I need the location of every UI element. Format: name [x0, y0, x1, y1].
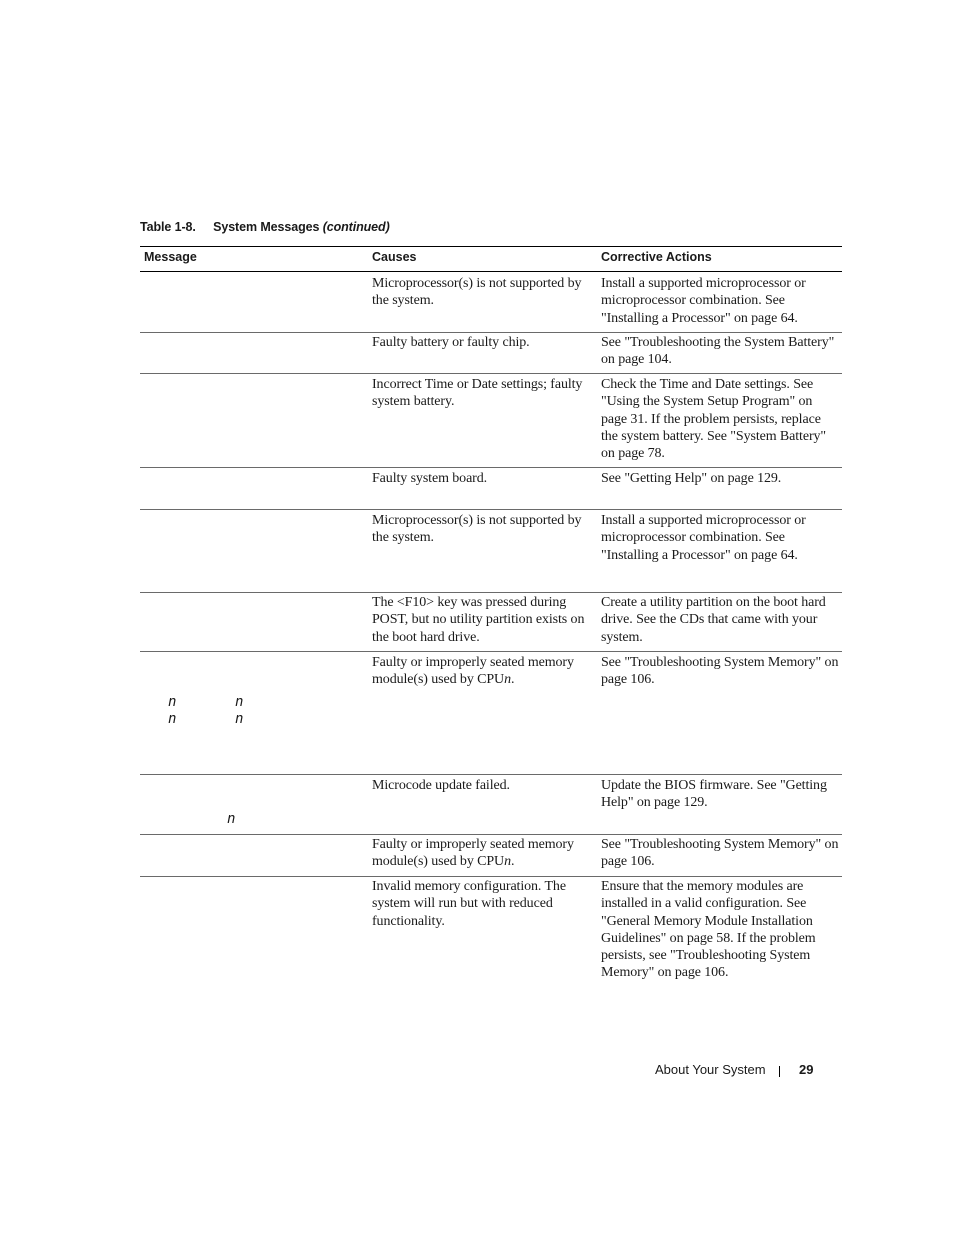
row-2-action: See "Troubleshooting the System Battery" on page 104.: [601, 335, 835, 368]
row-10-action: Ensure that the memory modules are installed in a valid configuration. See "General Memory Module Installation Guidelines" on page 58. If the problem persists, see "Troubleshooting System Memory" on page 106.: [601, 879, 816, 981]
row-1-cause: Microprocessor(s) is not supported by the system.: [372, 276, 582, 309]
cpu-variable: n: [504, 672, 511, 688]
page-number: 29: [799, 1062, 814, 1077]
table-continued-label: (continued): [322, 220, 390, 234]
row-divider: [140, 774, 842, 775]
header-bottom-rule: [140, 271, 842, 272]
row-7-action: See "Troubleshooting System Memory" on page 106.: [601, 655, 839, 688]
cause-period: .: [510, 672, 515, 688]
row-divider: [140, 834, 842, 835]
row-divider: [140, 651, 842, 652]
row-divider: [140, 373, 842, 374]
column-header-message: Message: [144, 250, 197, 264]
row-1-action: Install a supported microprocessor or microprocessor combination. See "Installing a Processor" on page 64.: [601, 276, 806, 326]
row-3-action: Check the Time and Date settings. See "Using the System Setup Program" on page 31. If the problem persists, replace the system battery. See "System Battery" on page 78.: [601, 377, 827, 462]
row-9-cause: [372, 836, 598, 871]
row-3-cause: Incorrect Time or Date settings; faulty system battery.: [372, 377, 583, 410]
row-divider: [140, 332, 842, 333]
footer-separator: [779, 1066, 780, 1077]
cause-text: Faulty or improperly seated memory module(s) used by CPU: [372, 837, 574, 870]
row-9-action: See "Troubleshooting System Memory" on page 106.: [601, 837, 839, 870]
row-10-cause: Invalid memory configuration. The system will run but with reduced functionality.: [372, 879, 566, 929]
row-divider: [140, 467, 842, 468]
row-7-cause: [372, 654, 598, 689]
row-6-cause: The <F10> key was pressed during POST, but no utility partition exists on the boot hard drive.: [372, 595, 585, 645]
row-5-action: Install a supported microprocessor or microprocessor combination. See "Installing a Processor" on page 64.: [601, 513, 806, 563]
cpu-variable: n: [504, 854, 511, 870]
message-variable: n: [227, 811, 236, 827]
table-title: System Messages: [213, 220, 320, 234]
row-8-action: Update the BIOS firmware. See "Getting Help" on page 129.: [601, 778, 827, 811]
row-divider: [140, 592, 842, 593]
row-divider: [140, 509, 842, 510]
message-variable: n: [168, 711, 177, 727]
row-2-cause: Faulty battery or faulty chip.: [372, 335, 530, 350]
message-variable: n: [235, 711, 244, 727]
column-header-causes: Causes: [372, 250, 417, 264]
footer-section-title: About Your System: [655, 1062, 766, 1077]
cause-period: .: [510, 854, 515, 870]
row-divider: [140, 876, 842, 877]
column-header-corrective-actions: Corrective Actions: [601, 250, 712, 264]
table-top-rule: [140, 246, 842, 247]
table-caption: [140, 220, 390, 234]
row-4-cause: Faulty system board.: [372, 471, 488, 486]
table-number: Table 1-8.: [140, 220, 196, 234]
row-6-action: Create a utility partition on the boot hard drive. See the CDs that came with your system.: [601, 595, 826, 645]
message-variable: n: [168, 694, 177, 710]
row-4-action: See "Getting Help" on page 129.: [601, 471, 782, 486]
row-8-cause: Microcode update failed.: [372, 778, 510, 793]
message-variable: n: [235, 694, 244, 710]
row-5-cause: Microprocessor(s) is not supported by the system.: [372, 513, 582, 546]
cause-text: Faulty or improperly seated memory module(s) used by CPU: [372, 655, 574, 688]
